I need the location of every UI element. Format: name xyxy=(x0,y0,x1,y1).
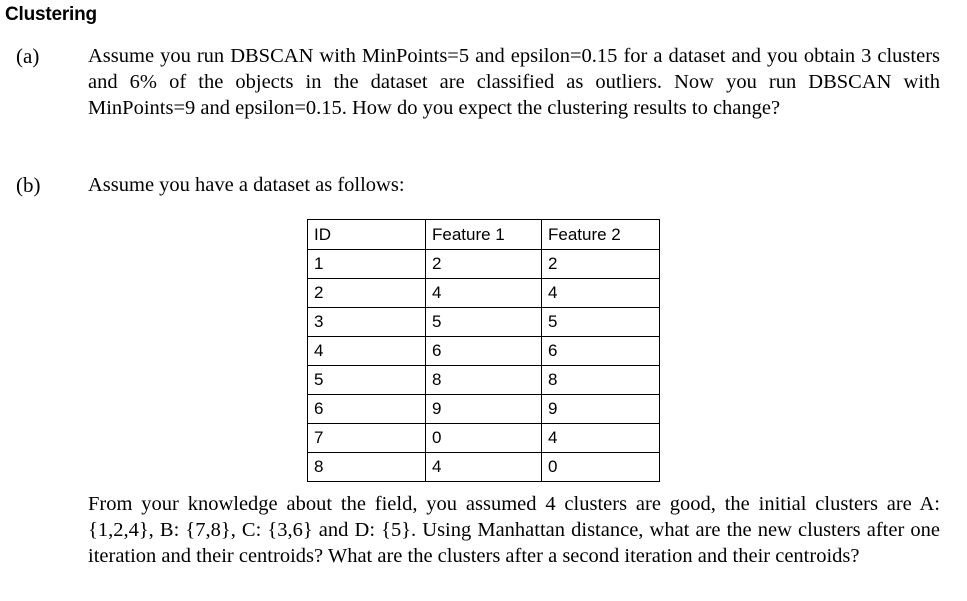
cell-id: 4 xyxy=(308,337,426,366)
table-row xyxy=(308,453,660,482)
cell-feature-1: 5 xyxy=(426,308,542,337)
cell-feature-2: 5 xyxy=(542,308,660,337)
table-row xyxy=(308,279,660,308)
table-row xyxy=(308,337,660,366)
cell-feature-2: 6 xyxy=(542,337,660,366)
cell-feature-2: 4 xyxy=(542,424,660,453)
section-heading: Clustering xyxy=(5,4,97,25)
cell-feature-1: 8 xyxy=(426,366,542,395)
cell-id: 6 xyxy=(308,395,426,424)
cell-feature-1: 0 xyxy=(426,424,542,453)
table-row xyxy=(308,250,660,279)
table-row xyxy=(308,308,660,337)
cell-feature-2: 0 xyxy=(542,453,660,482)
table-header-row xyxy=(308,220,660,250)
part-a-label: (a) xyxy=(16,44,40,68)
cell-feature-2: 4 xyxy=(542,279,660,308)
cell-feature-1: 4 xyxy=(426,279,542,308)
cell-id: 2 xyxy=(308,279,426,308)
cell-feature-1: 9 xyxy=(426,395,542,424)
table-row xyxy=(308,395,660,424)
cell-feature-2: 2 xyxy=(542,250,660,279)
cell-feature-1: 2 xyxy=(426,250,542,279)
dataset-table xyxy=(307,219,660,482)
column-header-feature-2: Feature 2 xyxy=(542,220,660,250)
part-b-label: (b) xyxy=(16,173,41,197)
cell-feature-1: 6 xyxy=(426,337,542,366)
cell-id: 7 xyxy=(308,424,426,453)
part-b-question: From your knowledge about the field, you assumed 4 clusters are good, the initial clusters are A: {1,2,4}, B: {7,8}, C: {3,6} and D: {5}. Using Manhattan distance, what are the new clusters after one iteration and their centroids? What are the clusters after a second iteration and their centroids? xyxy=(88,493,940,567)
cell-feature-1: 4 xyxy=(426,453,542,482)
part-b-intro: Assume you have a dataset as follows: xyxy=(88,174,405,196)
cell-id: 5 xyxy=(308,366,426,395)
part-a-text: Assume you run DBSCAN with MinPoints=5 and epsilon=0.15 for a dataset and you obtain 3 clusters and 6% of the objects in the dataset are classified as outliers. Now you run DBSCAN with MinPoints=9 and epsilon=0.15. How do you expect the clustering results to change? xyxy=(88,45,940,119)
cell-feature-2: 9 xyxy=(542,395,660,424)
table-row xyxy=(308,424,660,453)
column-header-id: ID xyxy=(308,220,426,250)
cell-feature-2: 8 xyxy=(542,366,660,395)
cell-id: 1 xyxy=(308,250,426,279)
cell-id: 3 xyxy=(308,308,426,337)
cell-id: 8 xyxy=(308,453,426,482)
table-row xyxy=(308,366,660,395)
column-header-feature-1: Feature 1 xyxy=(426,220,542,250)
